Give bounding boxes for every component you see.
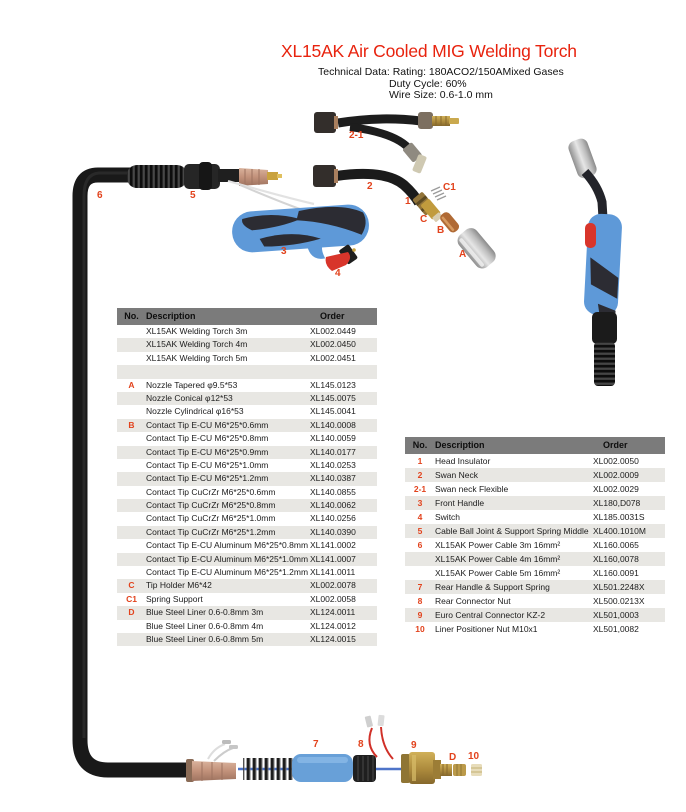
part-no-cell: A [128,379,135,390]
part-no-cell [117,325,146,338]
part-order-cell: XL140.0855 [310,486,356,497]
table-row [117,553,377,566]
switch-wire [369,728,377,757]
table-row [405,552,665,566]
table-row [117,526,377,539]
part-order-cell: XL160,0078 [593,554,639,564]
part-order-cell: XL124.0015 [310,633,356,644]
callout-switch: 4 [335,268,341,279]
table-row [405,608,665,622]
part-desc-cell: Swan neck Flexible [435,484,509,494]
part-no-cell: D [128,607,135,618]
part-order-cell: XL501,0082 [593,624,639,634]
part-no-cell: C [128,580,135,591]
part-desc-cell: Liner Positioner Nut M10x1 [435,624,538,634]
table-row [405,622,665,636]
table-header [405,437,665,454]
callout-liner: D [449,752,457,763]
table-row [117,606,377,619]
technical-data-line2: Duty Cycle: 60% [389,77,467,90]
part-desc-cell: Contact Tip E-CU M6*25*1.2mm [146,473,269,484]
table-row [117,432,377,445]
table-row [117,486,377,499]
part-desc-cell: XL15AK Power Cable 4m 16mm² [435,554,561,564]
table-row [117,365,377,378]
part-no-cell: 9 [417,610,423,620]
part-order-cell: XL140.0177 [310,446,356,457]
part-order-cell: XL140.0008 [310,419,356,430]
table-row [117,499,377,512]
part-order-cell: XL145.0075 [310,392,356,403]
part-desc-cell: XL15AK Welding Torch 5m [146,352,248,363]
table-row [117,633,377,646]
part-no-cell [117,539,146,552]
table-row [117,566,377,579]
part-order-cell: XL124.0012 [310,620,356,631]
part-desc-cell: Contact Tip CuCrZr M6*25*1.0mm [146,513,276,524]
assembled-torch [566,137,622,386]
swan-neck-flexible [314,112,459,174]
part-no-cell [117,365,146,378]
table-row [117,352,377,365]
header-order: Order [603,440,628,450]
small-nut-part [471,764,482,776]
table-row [405,524,665,538]
part-order-cell: XL002.0450 [310,339,356,350]
part-desc-cell: Rear Connector Nut [435,596,511,606]
part-order-cell: XL160.0065 [593,540,639,550]
part-no-cell: 3 [417,498,423,508]
technical-data-line3: Wire Size: 0.6-1.0 mm [389,89,493,102]
header-no: No. [412,440,428,450]
callout-rear-connector-nut: 8 [358,739,364,750]
part-no-cell [117,633,146,646]
part-desc-cell: XL15AK Power Cable 3m 16mm² [435,540,561,550]
part-no-cell [117,499,146,512]
switch [326,244,358,271]
part-order-cell: XL140.0256 [310,513,356,524]
part-desc-cell: Nozzle Tapered φ9.5*53 [146,379,238,390]
part-no-cell: B [128,419,135,430]
euro-central-connector [401,752,452,784]
part-desc-cell: Cable Ball Joint & Support Spring Middle [435,526,589,536]
part-order-cell: XL141.0002 [310,540,356,551]
part-no-cell: C1 [126,593,137,604]
part-no-cell: 4 [417,512,423,522]
part-desc-cell: Rear Handle & Support Spring [435,582,550,592]
callout-euro-connector: 9 [411,740,417,751]
part-no-cell [117,620,146,633]
part-desc-cell: Contact Tip E-CU M6*25*0.9mm [146,446,269,457]
support-spring-rear [243,758,294,780]
part-desc-cell: Nozzle Conical φ12*53 [146,392,233,403]
part-order-cell: XL141.0007 [310,553,356,564]
header-description: Description [146,311,196,321]
part-order-cell: XL145.0123 [310,379,356,390]
part-order-cell: XL140.0390 [310,526,356,537]
part-desc-cell: Tip Holder M6*42 [146,580,212,591]
part-order-cell: XL140.0387 [310,473,356,484]
page-title: XL15AK Air Cooled MIG Welding Torch [281,41,577,61]
callout-positioner-nut: 10 [468,751,480,762]
part-desc-cell: XL15AK Power Cable 5m 16mm² [435,568,561,578]
part-desc-cell: Swan Neck [435,470,478,480]
part-no-cell: 10 [415,624,425,634]
part-desc-cell: Contact Tip CuCrZr M6*25*0.6mm [146,486,276,497]
callout-swan-neck: 2 [367,181,373,192]
part-no-cell: 2-1 [413,484,427,494]
part-no-cell: 6 [417,540,423,550]
callout-spring-support: C1 [443,182,456,193]
table-row [117,472,377,485]
part-no-cell [117,392,146,405]
callout-power-cable: 6 [97,190,103,201]
table-row [117,338,377,351]
table-row [405,454,665,468]
part-order-cell: XL141.0011 [310,567,356,578]
part-order-cell: XL002.0451 [310,352,356,363]
part-no-cell: 8 [417,596,423,606]
part-no-cell [117,405,146,418]
part-no-cell [117,446,146,459]
header-order: Order [320,311,345,321]
part-order-cell: XL185.0031S [593,512,645,522]
callout-front-handle: 3 [281,246,287,257]
part-order-cell: XL180,D078 [593,498,641,508]
part-no-cell [405,566,435,580]
technical-data-line1: Technical Data: Rating: 180ACO2/150AMixed Gases [318,66,564,78]
table-row [117,579,377,592]
part-order-cell: XL140.0059 [310,433,356,444]
part-order-cell: XL160.0091 [593,568,639,578]
part-no-cell [117,566,146,579]
table-header [117,308,377,325]
part-no-cell [117,352,146,365]
part-order-cell: XL002.0050 [593,456,639,466]
part-desc-cell: Contact Tip CuCrZr M6*25*0.8mm [146,500,276,511]
part-order-cell: XL124.0011 [310,607,356,618]
part-no-cell: 7 [417,582,423,592]
part-order-cell: XL145.0041 [310,406,356,417]
part-order-cell: XL140.0062 [310,500,356,511]
switch-wire [381,727,393,759]
part-no-cell [117,338,146,351]
part-no-cell [117,432,146,445]
table-row [405,482,665,496]
callout-head-insulator: 1 [405,196,411,207]
table-row [117,405,377,418]
part-order-cell: XL400.1010M [593,526,646,536]
swan-neck [313,165,419,203]
table-row [117,459,377,472]
table-row [117,620,377,633]
part-desc-cell: Contact Tip E-CU Aluminum M6*25*1.0mm [146,553,309,564]
part-desc-cell: XL15AK Welding Torch 3m [146,326,248,336]
table-row [405,538,665,552]
technical-data [318,67,564,102]
part-desc-cell: Spring Support [146,593,203,604]
table-row [405,566,665,580]
part-no-cell [117,526,146,539]
part-desc-cell: Nozzle Cylindrical φ16*53 [146,406,244,417]
part-desc-cell: Blue Steel Liner 0.6-0.8mm 5m [146,633,264,644]
liner-positioner-nut [453,764,466,776]
part-no-cell: 5 [417,526,423,536]
header-no: No. [124,311,139,321]
header-description: Description [435,440,485,450]
rear-assembly [186,715,482,784]
part-no-cell [405,552,435,566]
part-desc-cell: Head Insulator [435,456,491,466]
table-row [405,510,665,524]
support-spring-middle [127,162,314,213]
part-no-cell [117,459,146,472]
part-no-cell [117,472,146,485]
part-desc-cell: Contact Tip CuCrZr M6*25*1.2mm [146,526,276,537]
part-no-cell: 1 [417,456,423,466]
callout-contact-tip: B [437,225,445,236]
torch-options-table [117,308,377,646]
table-row [117,419,377,432]
callout-swan-neck-flexible: 2-1 [349,130,364,141]
part-desc-cell: Contact Tip E-CU Aluminum M6*25*0.8mm [146,540,309,551]
part-no-cell: 2 [417,470,423,480]
part-desc-cell: Blue Steel Liner 0.6-0.8mm 4m [146,620,264,631]
callout-support-spring: 5 [190,190,196,201]
table-row [117,446,377,459]
table-row [117,379,377,392]
part-desc-cell: Contact Tip E-CU Aluminum M6*25*1.2mm [146,567,309,578]
table-row [117,325,377,338]
callout-nozzle: A [459,249,467,260]
table-row [405,594,665,608]
part-order-cell: XL500.0213X [593,596,645,606]
part-order-cell: XL501.2248X [593,582,645,592]
part-desc-cell: Blue Steel Liner 0.6-0.8mm 3m [146,607,264,618]
part-order-cell: XL002.0029 [593,484,639,494]
part-desc-cell [146,365,310,378]
part-desc-cell: Contact Tip E-CU M6*25*1.0mm [146,459,269,470]
part-order-cell: XL002.0449 [310,326,356,336]
part-no-cell [117,553,146,566]
part-order-cell: XL002.0078 [310,580,356,591]
callout-tip-holder: C [420,214,428,225]
part-order-cell: XL140.0253 [310,459,356,470]
table-row [117,539,377,552]
part-order-cell: XL002.0058 [310,593,356,604]
callout-rear-handle: 7 [313,739,319,750]
part-no-cell [117,512,146,525]
table-row [405,580,665,594]
part-desc-cell: Euro Central Connector KZ-2 [435,610,546,620]
table-row [117,392,377,405]
part-desc-cell: Contact Tip E-CU M6*25*0.8mm [146,433,269,444]
table-row [117,512,377,525]
part-order-cell: XL501,0003 [593,610,639,620]
part-desc-cell: Front Handle [435,498,485,508]
table-row [117,593,377,606]
part-desc-cell: Switch [435,512,461,522]
assembly-parts-table [405,437,665,636]
part-order-cell: XL002.0009 [593,470,639,480]
part-order-cell [310,365,376,378]
table-row [405,468,665,482]
part-no-cell [117,486,146,499]
table-row [405,496,665,510]
part-desc-cell: Contact Tip E-CU M6*25*0.6mm [146,419,269,430]
rear-connector-nut [353,755,376,782]
part-desc-cell: XL15AK Welding Torch 4m [146,339,248,350]
